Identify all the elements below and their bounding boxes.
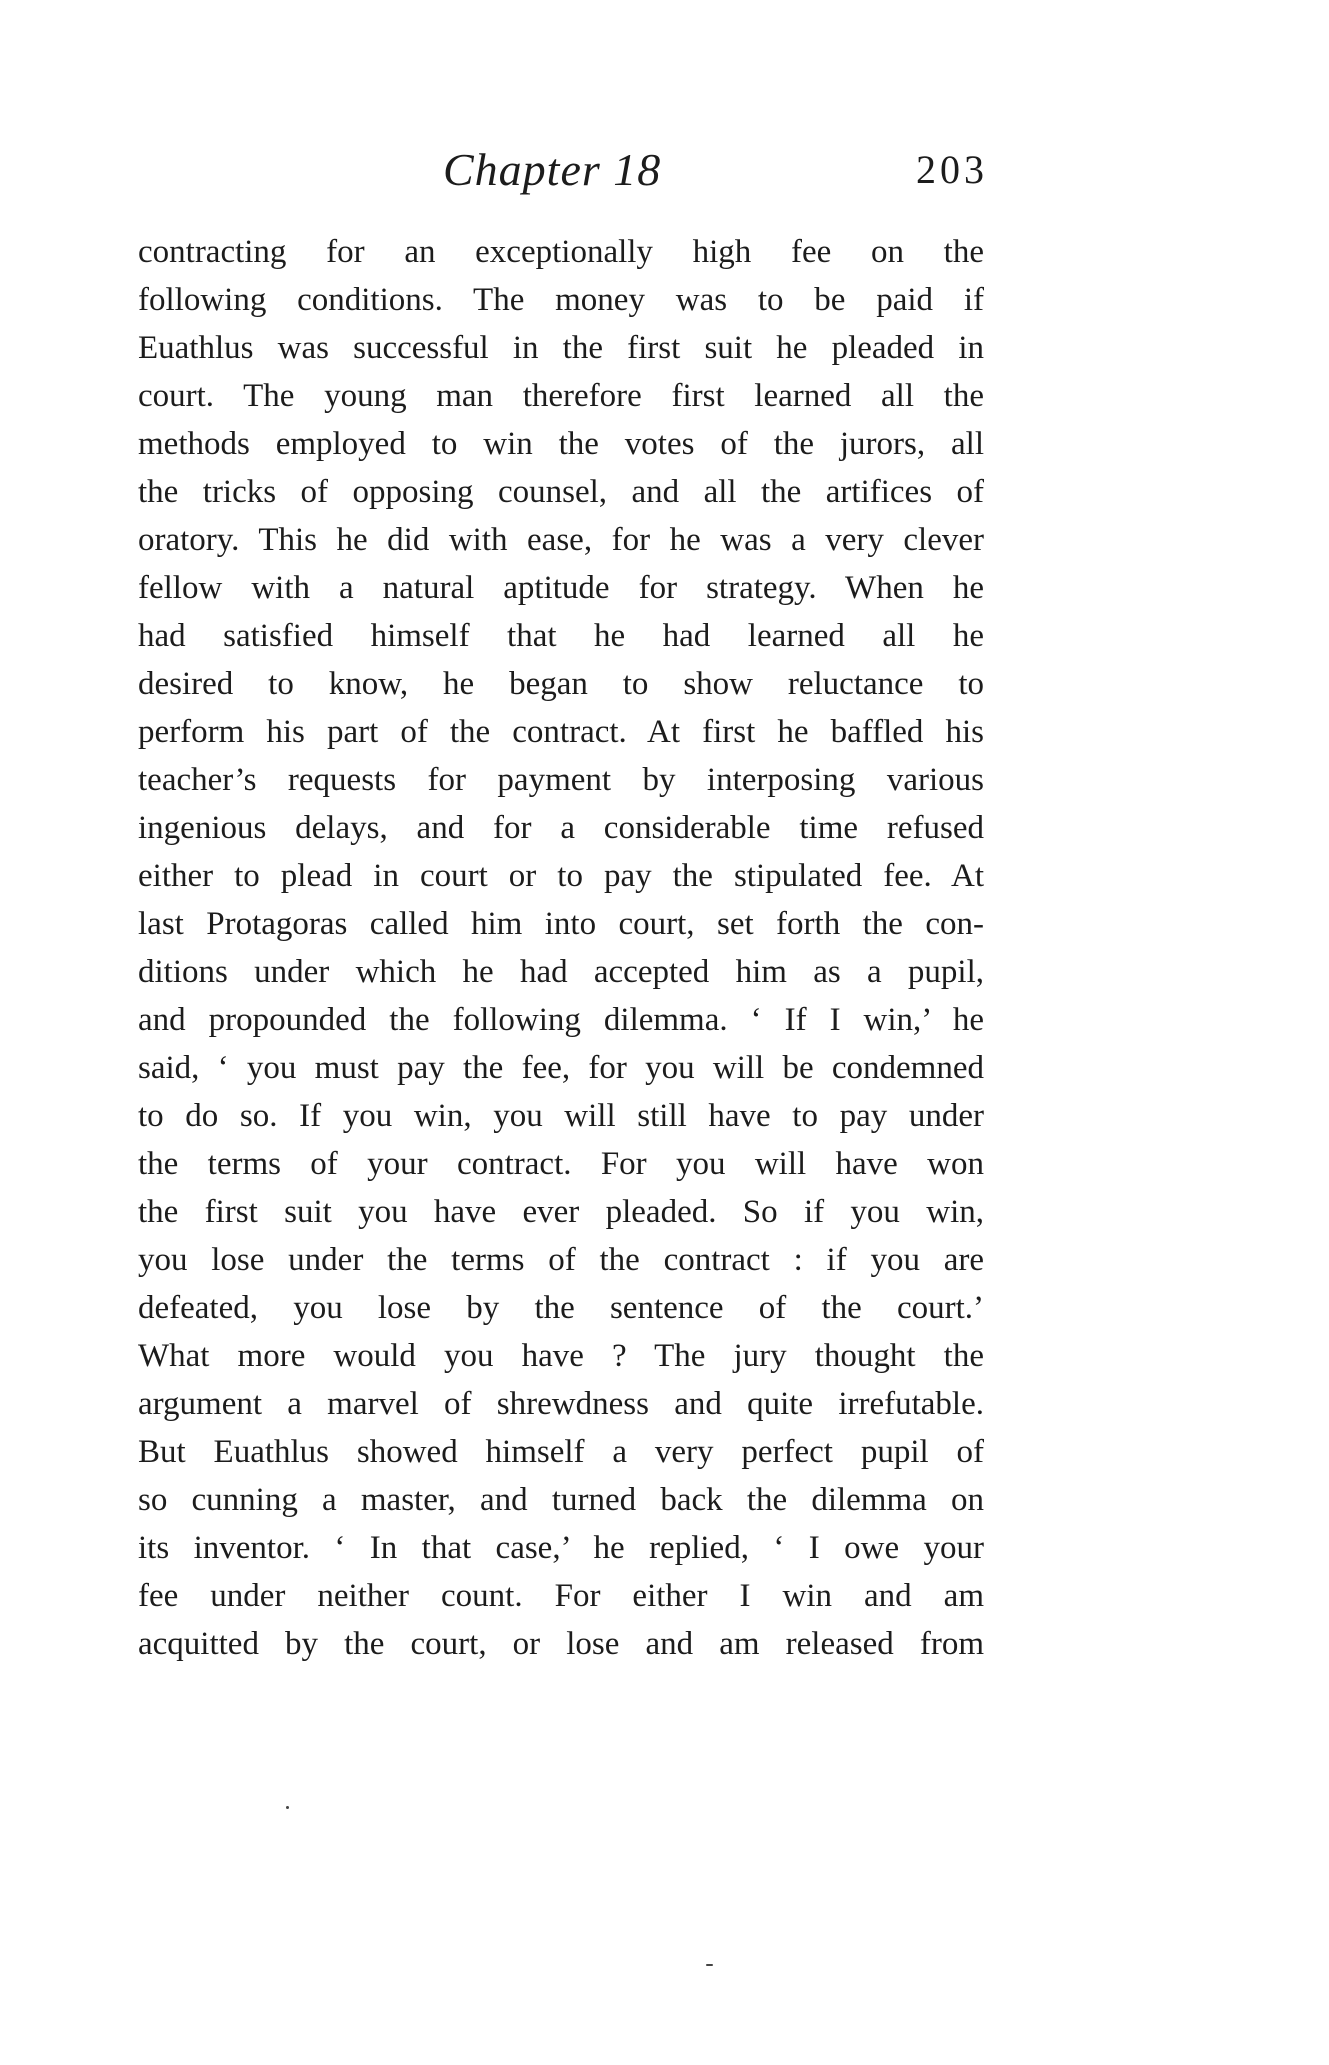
text-line: you lose under the terms of the contract : if you are xyxy=(138,1242,984,1278)
text-line: methods employed to win the votes of the jurors, all xyxy=(138,426,984,462)
text-line: Euathlus was successful in the first suit he pleaded in xyxy=(138,330,984,366)
text-line: perform his part of the contract. At first he baffled his xyxy=(138,714,984,750)
text-line: so cunning a master, and turned back the dilemma on xyxy=(138,1482,984,1518)
text-line: desired to know, he began to show reluctance to xyxy=(138,666,984,702)
scan-speck xyxy=(706,1964,713,1966)
text-line: court. The young man therefore first learned all the xyxy=(138,378,984,414)
page-header xyxy=(138,140,988,210)
text-line: What more would you have ? The jury thought the xyxy=(138,1338,984,1374)
text-line: acquitted by the court, or lose and am released from xyxy=(138,1626,984,1662)
text-line: had satisfied himself that he had learned all he xyxy=(138,618,984,654)
text-line: following conditions. The money was to be paid if xyxy=(138,282,984,318)
text-line: the terms of your contract. For you will have won xyxy=(138,1146,984,1182)
text-line: oratory. This he did with ease, for he was a very clever xyxy=(138,522,984,558)
text-line: contracting for an exceptionally high fee on the xyxy=(138,234,984,270)
body-text xyxy=(138,228,984,1668)
text-line: But Euathlus showed himself a very perfect pupil of xyxy=(138,1434,984,1470)
running-head: Chapter 18 xyxy=(443,144,662,195)
text-line: to do so. If you win, you will still have to pay under xyxy=(138,1098,984,1134)
text-line: ingenious delays, and for a considerable time refused xyxy=(138,810,984,846)
text-line: its inventor. ‘ In that case,’ he replied, ‘ I owe your xyxy=(138,1530,984,1566)
text-line: last Protagoras called him into court, set forth the con- xyxy=(138,906,984,942)
scan-speck xyxy=(286,1806,289,1809)
text-line: fee under neither count. For either I win and am xyxy=(138,1578,984,1614)
text-line: defeated, you lose by the sentence of the court.’ xyxy=(138,1290,984,1326)
text-line: ditions under which he had accepted him as a pupil, xyxy=(138,954,984,990)
page-number: 203 xyxy=(916,147,988,192)
text-line: teacher’s requests for payment by interposing various xyxy=(138,762,984,798)
text-line: said, ‘ you must pay the fee, for you will be condemned xyxy=(138,1050,984,1086)
text-line: and propounded the following dilemma. ‘ If I win,’ he xyxy=(138,1002,984,1038)
text-line: either to plead in court or to pay the stipulated fee. At xyxy=(138,858,984,894)
text-line: the tricks of opposing counsel, and all the artifices of xyxy=(138,474,984,510)
text-line: the first suit you have ever pleaded. So if you win, xyxy=(138,1194,984,1230)
text-line: fellow with a natural aptitude for strategy. When he xyxy=(138,570,984,606)
text-line: argument a marvel of shrewdness and quite irrefutable. xyxy=(138,1386,984,1422)
